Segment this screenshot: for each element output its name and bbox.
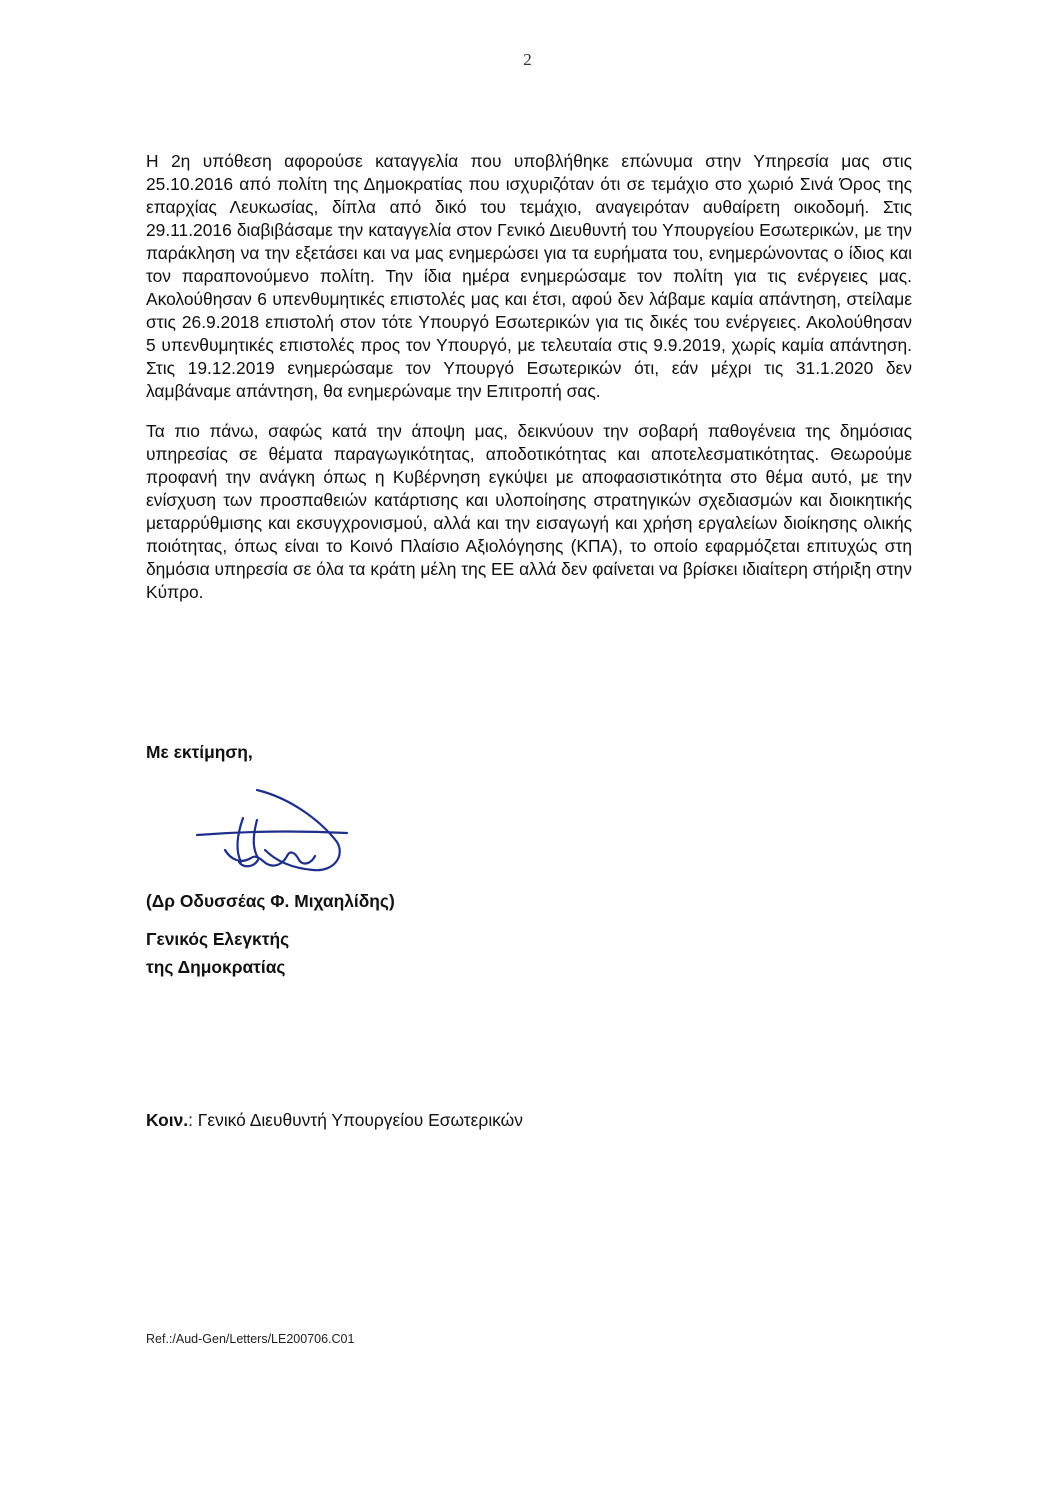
cc-label: Κοιν. <box>146 1110 189 1130</box>
signatory-title-continued: της Δημοκρατίας <box>146 957 286 977</box>
signature-block <box>146 887 395 981</box>
handwritten-signature <box>195 780 355 880</box>
paragraph-case-two: Η 2η υπόθεση αφορούσε καταγγελία που υποβλήθηκε επώνυμα στην Υπηρεσία μας στις 25.10.2016 από πολίτη της Δημοκρατίας που ισχυριζόταν ότι σε τεμάχιο στο χωριό Σινά Όρος της επαρχίας Λευκωσίας, δίπλα από δικό του τεμάχιο, αναγειρόταν αυθαίρετη οικοδομή. Στις 29.11.2016 διαβιβάσαμε την καταγγελία στον Γενικό Διευθυντή του Υπουργείου Εσωτερικών, με την παράκληση να την εξετάσει και να μας ενημερώσει για τα ευρήματα του, ενημερώνοντας ο ίδιος και τον παραπονούμενο πολίτη. Την ίδια ημέρα ενημερώσαμε τον πολίτη για τις ενέργειες μας. Ακολούθησαν 6 υπενθυμητικές επιστολές μας και έτσι, αφού δεν λάβαμε καμία απάντηση, στείλαμε στις 26.9.2018 επιστολή στον τότε Υπουργό Εσωτερικών για τις δικές του ενέργειες. Ακολούθησαν 5 υπενθυμητικές επιστολές προς τον Υπουργό, με τελευταία στις 9.9.2019, χωρίς καμία απάντηση. Στις 19.12.2019 ενημερώσαμε τον Υπουργό Εσωτερικών ότι, εάν μέχρι τις 31.1.2020 δεν λαμβάναμε απάντηση, θα ενημερώναμε την Επιτροπή σας. <box>146 151 912 401</box>
cc-line <box>146 1110 523 1131</box>
letter-body <box>146 150 912 621</box>
paragraph-conclusion: Τα πιο πάνω, σαφώς κατά την άποψη μας, δεικνύουν την σοβαρή παθογένεια της δημόσιας υπηρεσίας σε θέματα παραγωγικότητας, αποδοτικότητας και αποτελεσματικότητας. Θεωρούμε προφανή την ανάγκη όπως η Κυβέρνηση εγκύψει με αποφασιστικότητα στο θέμα αυτό, με την ενίσχυση των προσπαθειών κατάρτισης και υλοποίησης στρατηγικών σχεδιασμών και διοικητικής μεταρρύθμισης και εκσυγχρονισμού, αλλά και την εισαγωγή και χρήση εργαλείων διοίκησης ολικής ποιότητας, όπως είναι το Κοινό Πλαίσιο Αξιολόγησης (ΚΠΑ), το οποίο εφαρμόζεται επιτυχώς στη δημόσια υπηρεσία σε όλα τα κράτη μέλη της ΕΕ αλλά δεν φαίνεται να βρίσκει ιδιαίτερη στήριξη στην Κύπρο. <box>146 421 912 602</box>
signatory-name: (Δρ Οδυσσέας Φ. Μιχαηλίδης) <box>146 891 395 911</box>
closing-salutation: Με εκτίμηση, <box>146 742 253 762</box>
cc-recipient: : Γενικό Διευθυντή Υπουργείου Εσωτερικών <box>188 1110 523 1130</box>
page-number: 2 <box>523 50 532 69</box>
signatory-title: Γενικός Ελεγκτής <box>146 929 290 949</box>
reference-code: Ref.:/Aud-Gen/Letters/LE200706.C01 <box>146 1332 355 1346</box>
